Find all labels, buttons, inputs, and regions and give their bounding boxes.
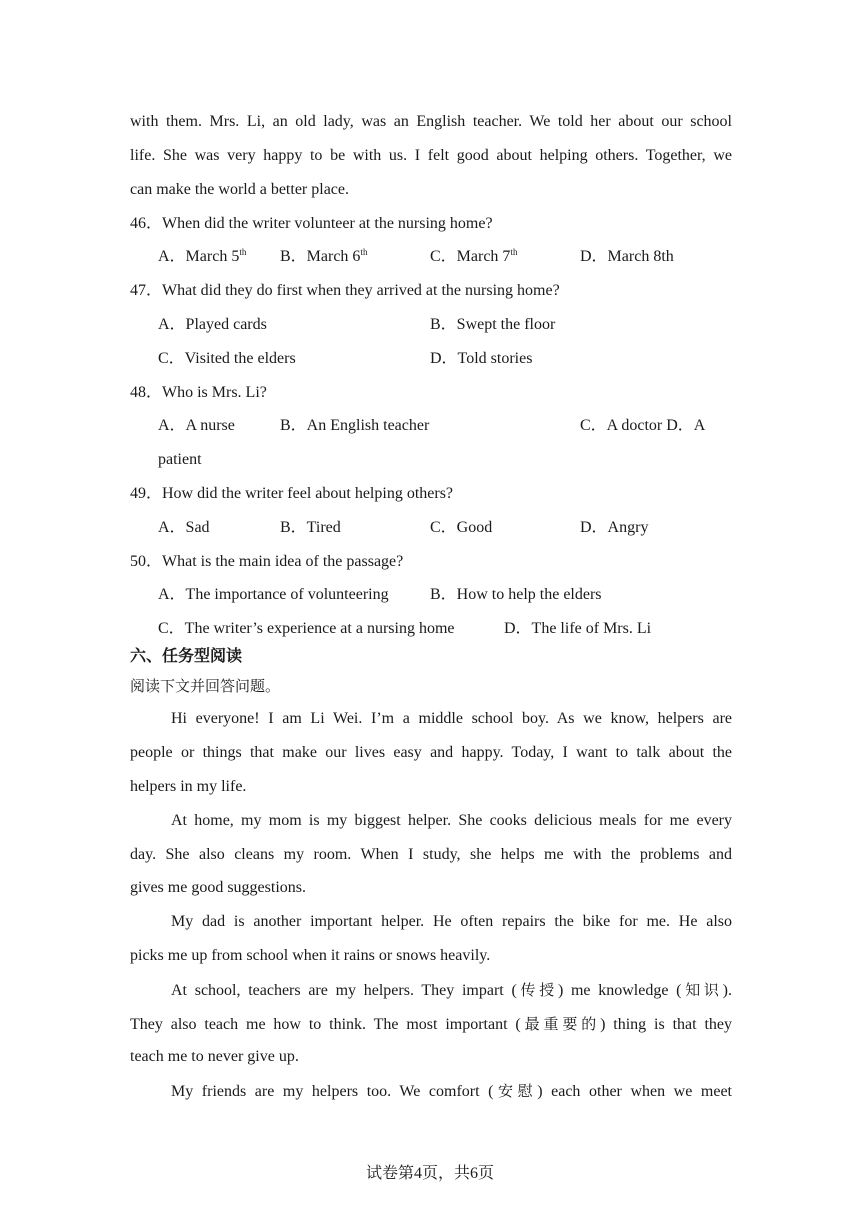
- section-instruction: 阅读下文并回答问题。: [130, 677, 281, 695]
- option-a: A．The importance of volunteering: [158, 586, 389, 603]
- question-48-options: [130, 409, 732, 443]
- paragraph-line: My dad is another important helper. He often repairs the bike for me. He also: [171, 913, 732, 930]
- option-b: B．Tired: [280, 519, 341, 536]
- question-49-options: [130, 511, 732, 545]
- question-47-options-row1: [130, 308, 732, 342]
- paragraph-line: My friends are my helpers too. We comfort (安慰) each other when we meet: [171, 1082, 732, 1100]
- question-49-stem: 49．How did the writer feel about helping others?: [130, 485, 454, 502]
- paragraph-line: They also teach me how to think. The most important (最重要的) thing is that they: [130, 1015, 732, 1033]
- question-50-options-row1: [130, 578, 732, 612]
- passage-line: can make the world a better place.: [130, 181, 349, 198]
- question-47-stem: 47．What did they do first when they arrived at the nursing home?: [130, 282, 560, 299]
- option-d-continued: patient: [158, 451, 202, 468]
- option-c-d: C．A doctor D．A: [580, 417, 706, 434]
- section-title: 六、任务型阅读: [130, 646, 243, 665]
- question-48-stem: 48．Who is Mrs. Li?: [130, 384, 267, 401]
- question-48-options-cont: [130, 443, 732, 477]
- question-50-stem: 50．What is the main idea of the passage?: [130, 553, 404, 570]
- option-c: C．March 7th: [430, 247, 518, 265]
- option-a: A．Played cards: [158, 316, 267, 333]
- paragraph-line: helpers in my life.: [130, 778, 247, 795]
- option-a: A．A nurse: [158, 417, 235, 434]
- paragraph-line: At school, teachers are my helpers. They impart (传授) me knowledge (知识).: [171, 981, 732, 999]
- passage-line: with them. Mrs. Li, an old lady, was an English teacher. We told her about our school: [130, 113, 732, 130]
- paragraph-line: At home, my mom is my biggest helper. She cooks delicious meals for me every: [171, 812, 732, 829]
- passage-line: life. She was very happy to be with us. I felt good about helping others. Together, we: [130, 147, 732, 164]
- option-d: D．Told stories: [430, 350, 533, 367]
- option-d: D．Angry: [580, 519, 649, 536]
- option-b: B．March 6th: [280, 247, 368, 265]
- option-c: C．Visited the elders: [158, 350, 296, 367]
- question-46-stem: 46．When did the writer volunteer at the nursing home?: [130, 215, 493, 232]
- question-46-options: [130, 240, 732, 274]
- paragraph-line: gives me good suggestions.: [130, 879, 306, 896]
- paragraph-line: people or things that make our lives easy and happy. Today, I want to talk about the: [130, 744, 732, 761]
- paragraph-line: Hi everyone! I am Li Wei. I’m a middle school boy. As we know, helpers are: [171, 710, 732, 727]
- option-c: C．The writer’s experience at a nursing home: [158, 620, 455, 637]
- option-d: D．March 8th: [580, 248, 674, 265]
- question-47-options-row2: [130, 342, 732, 376]
- page-footer: 试卷第4页，共6页: [365, 1165, 494, 1182]
- option-c: C．Good: [430, 519, 493, 536]
- option-b: B．Swept the floor: [430, 316, 556, 333]
- paragraph-line: day. She also cleans my room. When I study, she helps me with the problems and: [130, 846, 732, 863]
- option-a: A．Sad: [158, 519, 210, 536]
- option-d: D．The life of Mrs. Li: [504, 620, 652, 637]
- option-b: B．How to help the elders: [430, 586, 602, 603]
- paragraph-line: picks me up from school when it rains or snows heavily.: [130, 947, 491, 964]
- option-a: A．March 5th: [158, 247, 247, 265]
- paragraph-line: teach me to never give up.: [130, 1048, 299, 1065]
- option-b: B．An English teacher: [280, 417, 430, 434]
